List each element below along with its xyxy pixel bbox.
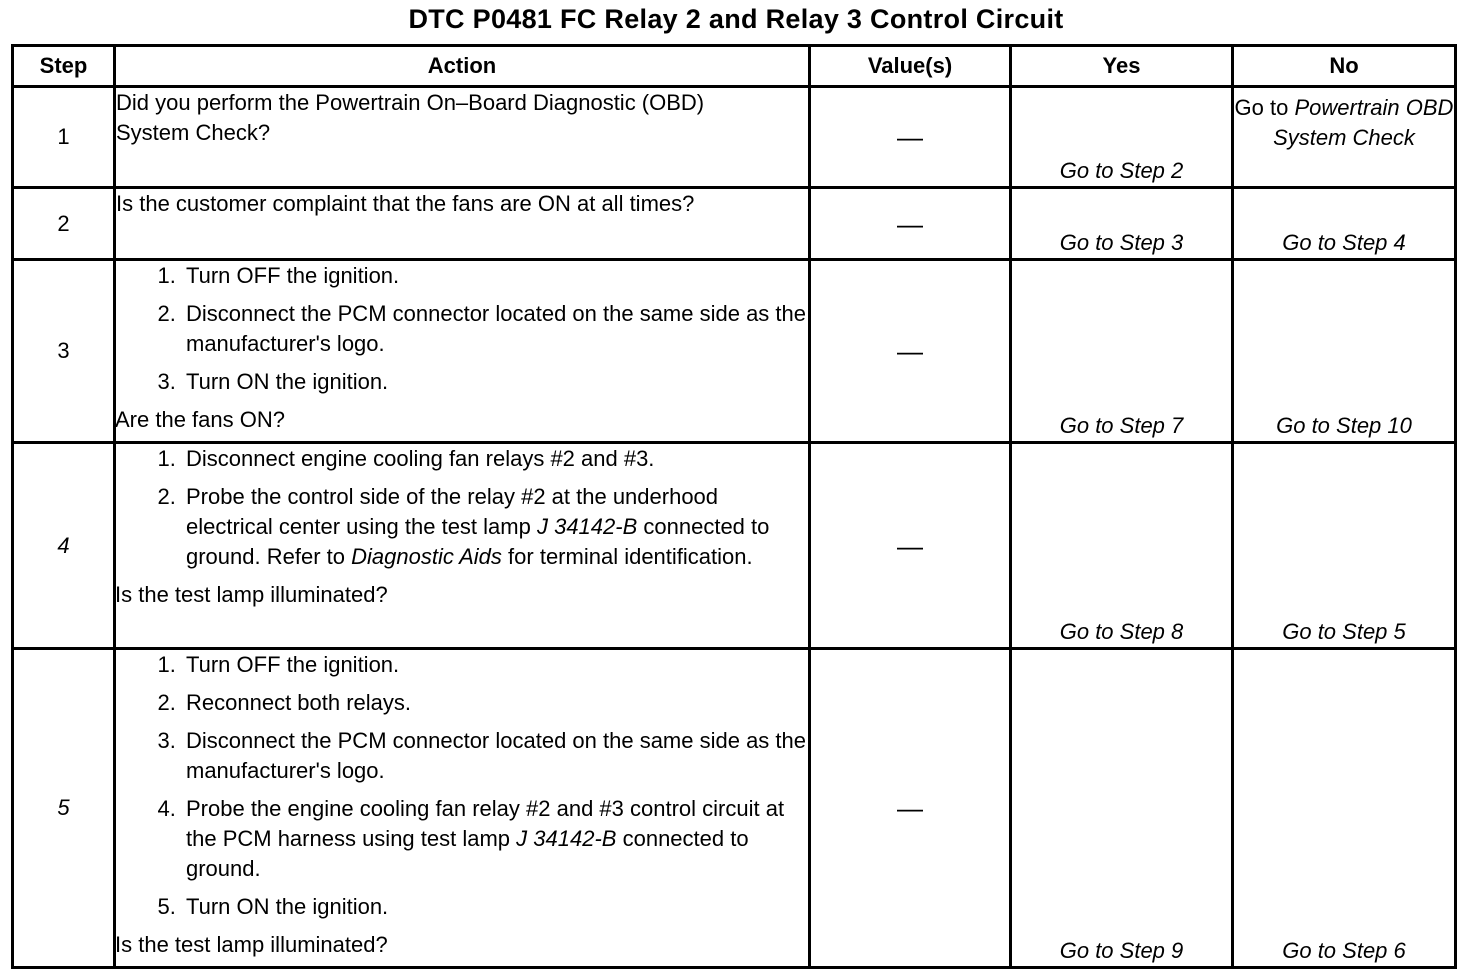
- no-reference: Powertrain OBD System Check: [1273, 95, 1454, 150]
- step-text: connected to ground.: [186, 826, 749, 881]
- action-cell: [115, 260, 810, 443]
- action-steps: [116, 650, 808, 922]
- table-row: [13, 260, 1456, 443]
- diagnostic-table: [11, 44, 1457, 969]
- action-cell: [115, 649, 810, 968]
- table-header-row: [13, 46, 1456, 87]
- step-text: Probe the engine cooling fan relay #2 and #3 control circuit at the PCM harness using test lamp: [186, 796, 785, 851]
- doc-reference: Diagnostic Aids: [351, 544, 502, 569]
- table-row: [13, 649, 1456, 968]
- yes-cell: Go to Step 2: [1011, 87, 1233, 188]
- action-question: Are the fans ON?: [115, 407, 285, 432]
- no-cell: Go to Step 6: [1233, 649, 1456, 968]
- action-step: [182, 794, 808, 884]
- step-text: for terminal identification.: [508, 544, 753, 569]
- action-question: Is the customer complaint that the fans are ON at all times?: [116, 191, 695, 216]
- action-step: 1. Turn OFF the ignition.: [182, 261, 808, 291]
- step-number: 4: [13, 443, 115, 649]
- action-question: Is the test lamp illuminated?: [115, 582, 388, 607]
- yes-cell: Go to Step 9: [1011, 649, 1233, 968]
- action-step: 2. Disconnect the PCM connector located on the same side as the manufacturer's logo.: [182, 299, 808, 359]
- action-step: 3. Disconnect the PCM connector located on the same side as the manufacturer's logo.: [182, 726, 808, 786]
- no-prefix: Go to: [1234, 95, 1289, 120]
- no-cell: Go to Step 5: [1233, 443, 1456, 649]
- no-cell: Go to Step 4: [1233, 188, 1456, 260]
- page-title: DTC P0481 FC Relay 2 and Relay 3 Control Circuit: [408, 4, 1064, 34]
- header-step: Step: [13, 46, 115, 87]
- action-step: 5. Turn ON the ignition.: [182, 892, 808, 922]
- step-number: 3: [13, 260, 115, 443]
- action-steps: [116, 261, 808, 397]
- header-action: Action: [115, 46, 810, 87]
- action-step: 3. Turn ON the ignition.: [182, 367, 808, 397]
- yes-cell: Go to Step 3: [1011, 188, 1233, 260]
- action-step: 1. Turn OFF the ignition.: [182, 650, 808, 680]
- yes-cell: Go to Step 7: [1011, 260, 1233, 443]
- table-row: [13, 443, 1456, 649]
- header-no: No: [1233, 46, 1456, 87]
- action-cell: [115, 87, 810, 188]
- action-cell: [115, 443, 810, 649]
- action-step: 1. Disconnect engine cooling fan relays #2 and #3.: [182, 444, 808, 474]
- step-number: 2: [13, 188, 115, 260]
- no-cell: Go to Step 10: [1233, 260, 1456, 443]
- table-row: [13, 188, 1456, 260]
- action-step: 2. Reconnect both relays.: [182, 688, 808, 718]
- tool-reference: J 34142-B: [536, 514, 638, 539]
- tool-reference: J 34142-B: [516, 826, 617, 851]
- step-text: connected to ground. Refer to: [186, 514, 770, 569]
- action-cell: [115, 188, 810, 260]
- action-steps: [116, 444, 808, 572]
- action-step: [182, 482, 808, 572]
- action-question: Did you perform the Powertrain On–Board Diagnostic (OBD) System Check?: [116, 90, 705, 145]
- yes-cell: Go to Step 8: [1011, 443, 1233, 649]
- value-cell: —: [810, 188, 1011, 260]
- value-cell: —: [810, 649, 1011, 968]
- value-cell: —: [810, 443, 1011, 649]
- header-yes: Yes: [1011, 46, 1233, 87]
- table-row: [13, 87, 1456, 188]
- action-question: Is the test lamp illuminated?: [115, 932, 388, 957]
- value-cell: —: [810, 87, 1011, 188]
- no-cell: [1233, 87, 1456, 188]
- step-text: Probe the control side of the relay #2 at the underhood electrical center using the test lamp: [186, 484, 719, 539]
- header-values: Value(s): [810, 46, 1011, 87]
- step-number: 5: [13, 649, 115, 968]
- step-number: 1: [13, 87, 115, 188]
- value-cell: —: [810, 260, 1011, 443]
